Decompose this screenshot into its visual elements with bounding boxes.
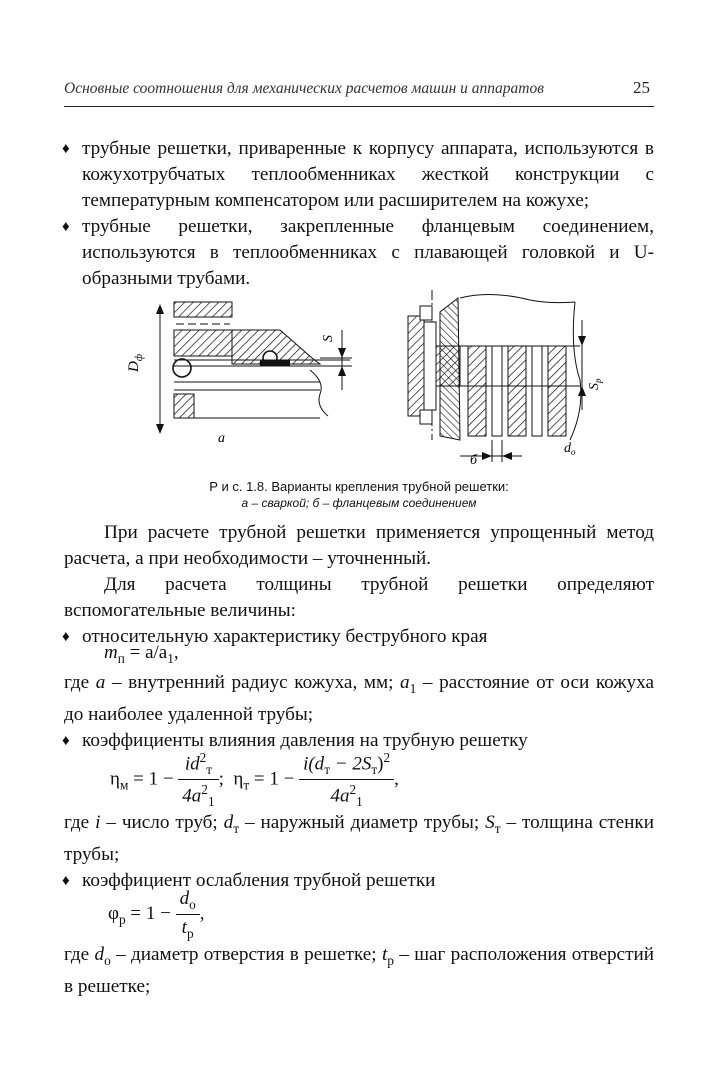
body-text-3 xyxy=(64,810,654,894)
running-header xyxy=(64,78,654,107)
fraction: $\frac{id^2_т}{4a^2_1}$ xyxy=(178,750,218,810)
dim-s-p-label: $S_р$ xyxy=(587,378,603,390)
formula-eta: $\eta_м = 1$ − $\frac{id^2_т}{4a^2_1}$ ; $\eta_т = 1$ − $\frac{i(d_т - 2S_т)^2}{4a^2_1}$ , xyxy=(110,750,399,810)
diamond-bullet-icon: ♦ xyxy=(62,629,70,645)
paragraph: При расчете трубной решетки применяется упрощенный метод расчета, а при необходимости – уточненный. xyxy=(64,522,654,569)
list-item: ♦ коэффициент ослабления трубной решетки xyxy=(64,868,654,894)
caption-line-2: а – сваркой; б – фланцевым соединением xyxy=(241,496,477,510)
body-text-4 xyxy=(64,942,654,1000)
diamond-bullet-icon: ♦ xyxy=(62,141,70,157)
page-number: 25 xyxy=(633,78,650,97)
fraction: $\frac{i(d_т - 2S_т)^2}{4a^2_1}$ xyxy=(299,750,394,810)
top-bullet-list xyxy=(64,136,654,292)
paragraph: где a – внутренний радиус кожуха, мм; $a_1$ – расстояние от оси кожуха до наиболее удаленной трубы; xyxy=(64,672,654,725)
formula-m: $m_п = a/a_1$, xyxy=(104,642,179,666)
label-a: а xyxy=(218,431,225,446)
body-text xyxy=(64,520,654,650)
dim-d-phi-label: $D_ф$ xyxy=(126,354,145,372)
paragraph: где $d_о$ – диаметр отверстия в решетке; $t_р$ – шаг расположения отверстий в решетке; xyxy=(64,944,654,997)
variant-b-drawing xyxy=(408,290,586,462)
fraction: $\frac{d_о}{t_р}$ xyxy=(176,888,200,942)
caption-line-1: Р и с. 1.8. Варианты крепления трубной решетки: xyxy=(209,479,509,494)
paragraph: Для расчета толщины трубной решетки определяют вспомогательные величины: xyxy=(64,574,654,621)
diamond-bullet-icon: ♦ xyxy=(62,219,70,235)
list-item: ♦ трубные решетки, закрепленные фланцевым соединением, используются в теплообменниках с плавающей головкой и U-образными трубами. xyxy=(62,216,654,289)
paragraph: где i – число труб; $d_т$ – наружный диаметр трубы; $S_т$ – толщина стенки трубы; xyxy=(64,812,655,865)
list-item: ♦ трубные решетки, приваренные к корпусу аппарата, используются в кожухотрубчатых теплообменниках жесткой конструкции с температурным компенсатором или расширителем на кожухе; xyxy=(62,138,654,211)
list-item: ♦ относительную характеристику беструбного края xyxy=(64,624,654,650)
figure-caption xyxy=(64,478,654,511)
variant-a-drawing xyxy=(156,302,352,434)
list-item: ♦ коэффициенты влияния давления на трубную решетку xyxy=(64,728,654,754)
dim-s-label: S xyxy=(321,335,336,342)
label-b: б xyxy=(470,453,478,468)
diamond-bullet-icon: ♦ xyxy=(62,872,70,889)
body-text-2 xyxy=(64,670,654,754)
dim-d-o-label: $d_о$ xyxy=(564,441,576,457)
formula-phi: $\varphi_р = 1$ − $\frac{d_о}{t_р}$ , xyxy=(108,888,205,941)
running-title: Основные соотношения для механических расчетов машин и аппаратов xyxy=(64,80,544,97)
figure-tube-sheet xyxy=(120,290,610,470)
diamond-bullet-icon: ♦ xyxy=(62,732,70,749)
